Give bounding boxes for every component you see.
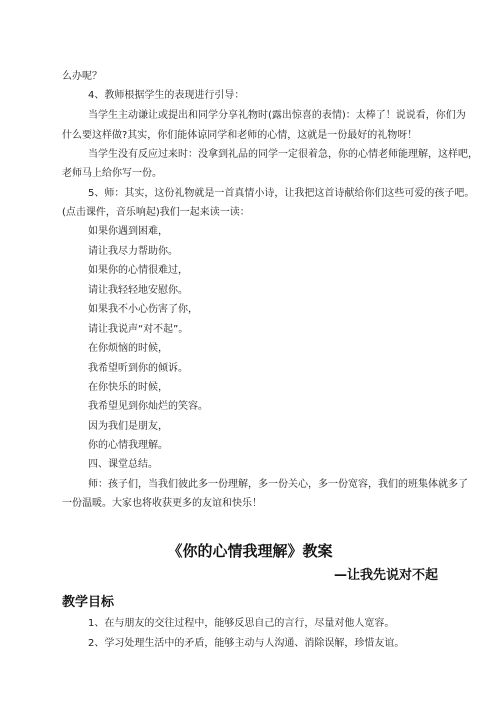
text-line: 么办呢？ [62, 71, 102, 82]
goal-item: 1、在与朋友的交往过程中，能够反思自己的言行，尽量对他人宽容。 [88, 618, 395, 629]
text-line: 老师马上给你写一份。 [62, 168, 162, 179]
poem-line: 如果你遇到困难， [88, 226, 168, 237]
text-line: 一份温暖。大家也将收获更多的友谊和快乐！ [62, 498, 262, 509]
poem-line: 在你烦恼的时候， [88, 343, 168, 354]
text-line: 什么要这样做?其实，你们能体谅同学和老师的心情，这就是一份最好的礼物呀！ [62, 130, 418, 141]
text-line: 5、师：其实，这份礼物就是一首真情小诗，让我把这首诗献给你们这些可爱的孩子吧。 [88, 188, 475, 199]
poem-line: 请让我说声“对不起”。 [88, 324, 189, 335]
lesson-title: 《你的心情我理解》教案 [167, 542, 333, 560]
text-line: 当学生主动谦让或提出和同学分享礼物时(露出惊喜的表情)：太棒了！说说看，你们为 [88, 110, 466, 121]
poem-line: 我希望见到你灿烂的笑容。 [88, 401, 208, 412]
poem-line: 你的心情我理解。 [88, 440, 168, 451]
text-line: 当学生没有反应过来时：没拿到礼品的同学一定很着急，你的心情老师能理解，这样吧， [88, 149, 478, 160]
section-heading: 四、课堂总结。 [88, 459, 158, 470]
poem-line: 因为我们是朋友， [88, 421, 168, 432]
goals-heading: 教学目标 [62, 595, 115, 610]
poem-line: 请让我轻轻地安慰你。 [88, 285, 188, 296]
lesson-subtitle: —让我先说对不起 [333, 568, 438, 583]
goal-item: 2、学习处理生活中的矛盾，能够主动与人沟通、消除误解，珍惜友谊。 [88, 638, 405, 649]
poem-line: 在你快乐的时候， [88, 382, 168, 393]
text-line: 师：孩子们，当我们彼此多一份理解，多一份关心，多一份宽容，我们的班集体就多了 [88, 479, 468, 490]
poem-line: 请让我尽力帮助你。 [88, 246, 178, 257]
text-line: (点击课件，音乐响起)我们一起来读一读： [62, 207, 250, 218]
poem-line: 我希望听到你的倾诉。 [88, 363, 188, 374]
poem-line: 如果我不小心伤害了你， [88, 304, 198, 315]
poem-line: 如果你的心情很难过， [88, 265, 188, 276]
text-line: 4、教师根据学生的表现进行引导： [88, 90, 245, 101]
